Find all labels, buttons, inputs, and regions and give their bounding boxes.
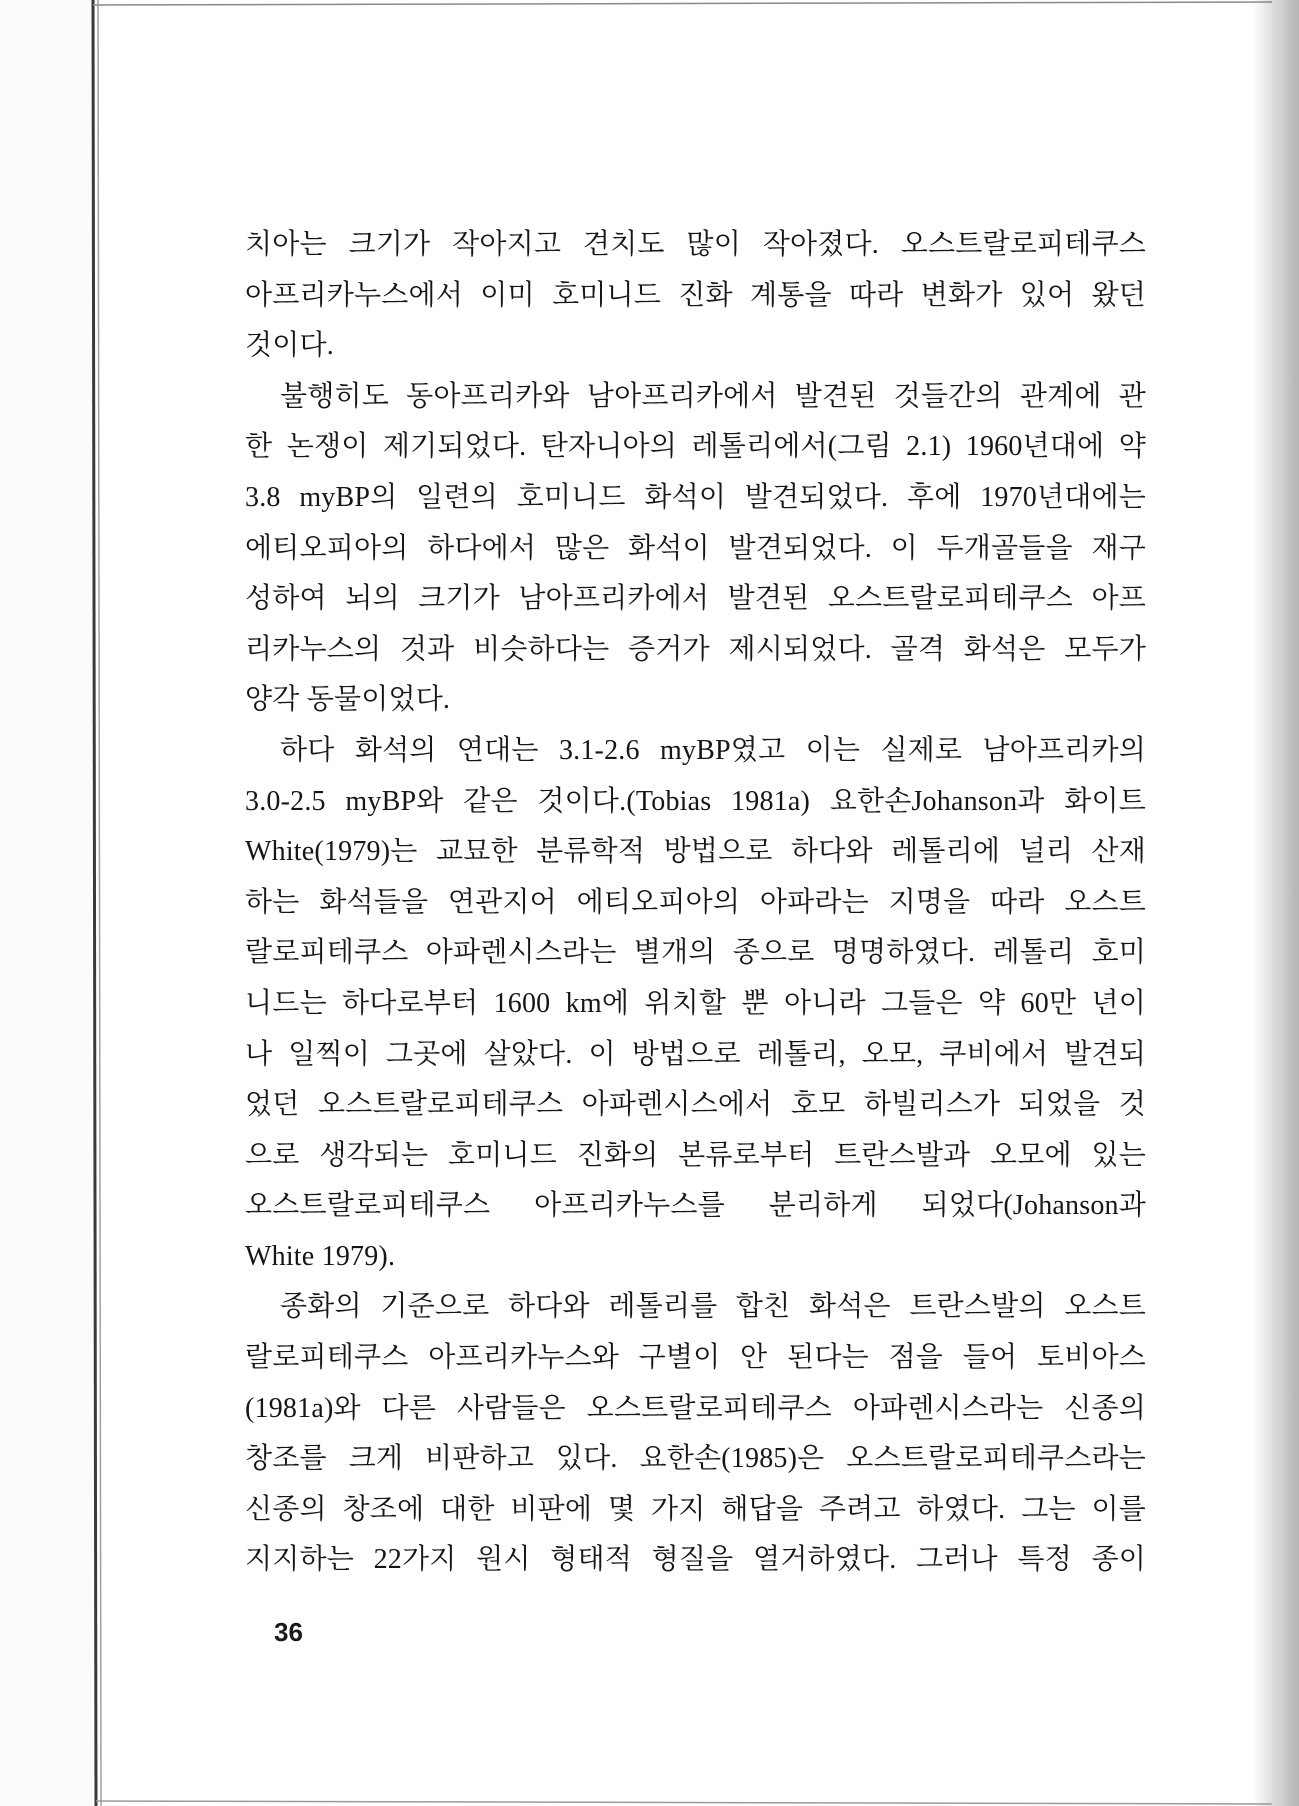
top-edge-line — [93, 2, 1272, 5]
text-line: 랄로피테쿠스 아파렌시스라는 별개의 종으로 명명하였다. 레톨리 호미 — [245, 937, 1146, 969]
page-right-shadow — [1253, 0, 1299, 1806]
text-line: White(1979)는 교묘한 분류학적 방법으로 하다와 레톨리에 널리 산재 — [245, 836, 1146, 868]
text-line: White 1979). — [245, 1240, 396, 1272]
text-line: 불행히도 동아프리카와 남아프리카에서 발견된 것들간의 관계에 관 — [280, 380, 1146, 412]
text-line: 에티오피아의 하다에서 많은 화석이 발견되었다. 이 두개골들을 재구 — [245, 532, 1146, 564]
binding-shadow-line — [98, 0, 101, 1806]
text-line: 한 논쟁이 제기되었다. 탄자니아의 레톨리에서(그림 2.1) 1960년대에 약 — [245, 431, 1146, 463]
text-line: (1981a)와 다른 사람들은 오스트랄로피테쿠스 아파렌시스라는 신종의 — [245, 1392, 1146, 1424]
paragraph — [245, 726, 1146, 1283]
text-line: 창조를 크게 비판하고 있다. 요한손(1985)은 오스트랄로피테쿠스라는 — [245, 1443, 1146, 1475]
text-line: 치아는 크기가 작아지고 견치도 많이 작아졌다. 오스트랄로피테쿠스 — [245, 229, 1146, 260]
text-line: 것이다. — [245, 330, 334, 362]
text-line: 리카누스의 것과 비슷하다는 증거가 제시되었다. 골격 화석은 모두가 — [245, 633, 1146, 665]
text-line: 성하여 뇌의 크기가 남아프리카에서 발견된 오스트랄로피테쿠스 아프 — [245, 583, 1146, 615]
text-line: 랄로피테쿠스 아프리카누스와 구별이 안 된다는 점을 들어 토비아스 — [245, 1342, 1146, 1374]
text-line: 니드는 하다로부터 1600 km에 위치할 뿐 아니라 그들은 약 60만 년이 — [245, 987, 1146, 1019]
text-line: 나 일찍이 그곳에 살았다. 이 방법으로 레톨리, 오모, 쿠비에서 발견되 — [245, 1038, 1146, 1070]
paragraph — [245, 1282, 1146, 1586]
text-line: 3.8 myBP의 일련의 호미니드 화석이 발견되었다. 후에 1970년대에는 — [245, 481, 1146, 513]
paragraph — [245, 220, 1146, 372]
paragraph — [245, 372, 1146, 726]
text-line: 지지하는 22가지 원시 형태적 형질을 열거하였다. 그러나 특정 종이 — [245, 1544, 1146, 1576]
text-line: 으로 생각되는 호미니드 진화의 본류로부터 트란스발과 오모에 있는 — [245, 1139, 1146, 1171]
page-number: 36 — [274, 1617, 303, 1647]
bottom-edge-line — [96, 1801, 1272, 1804]
page-left-margin — [0, 0, 92, 1806]
text-line: 3.0-2.5 myBP와 같은 것이다.(Tobias 1981a) 요한손Johanson과 화이트 — [245, 785, 1146, 817]
text-line: 양각 동물이었다. — [245, 684, 451, 716]
text-line: 하다 화석의 연대는 3.1-2.6 myBP였고 이는 실제로 남아프리카의 — [280, 734, 1146, 766]
text-line: 하는 화석들을 연관지어 에티오피아의 아파라는 지명을 따라 오스트 — [245, 886, 1146, 918]
text-line: 신종의 창조에 대한 비판에 몇 가지 해답을 주려고 하였다. 그는 이를 — [245, 1493, 1146, 1525]
text-line: 아프리카누스에서 이미 호미니드 진화 계통을 따라 변화가 있어 왔던 — [245, 279, 1146, 311]
text-line: 었던 오스트랄로피테쿠스 아파렌시스에서 호모 하빌리스가 되었을 것 — [245, 1089, 1146, 1121]
binding-edge-line — [93, 0, 96, 1806]
text-line: 오스트랄로피테쿠스 아프리카누스를 분리하게 되었다(Johanson과 — [245, 1190, 1146, 1222]
body-text — [245, 220, 1146, 1586]
text-line: 종화의 기준으로 하다와 레톨리를 합친 화석은 트란스발의 오스트 — [280, 1291, 1146, 1323]
